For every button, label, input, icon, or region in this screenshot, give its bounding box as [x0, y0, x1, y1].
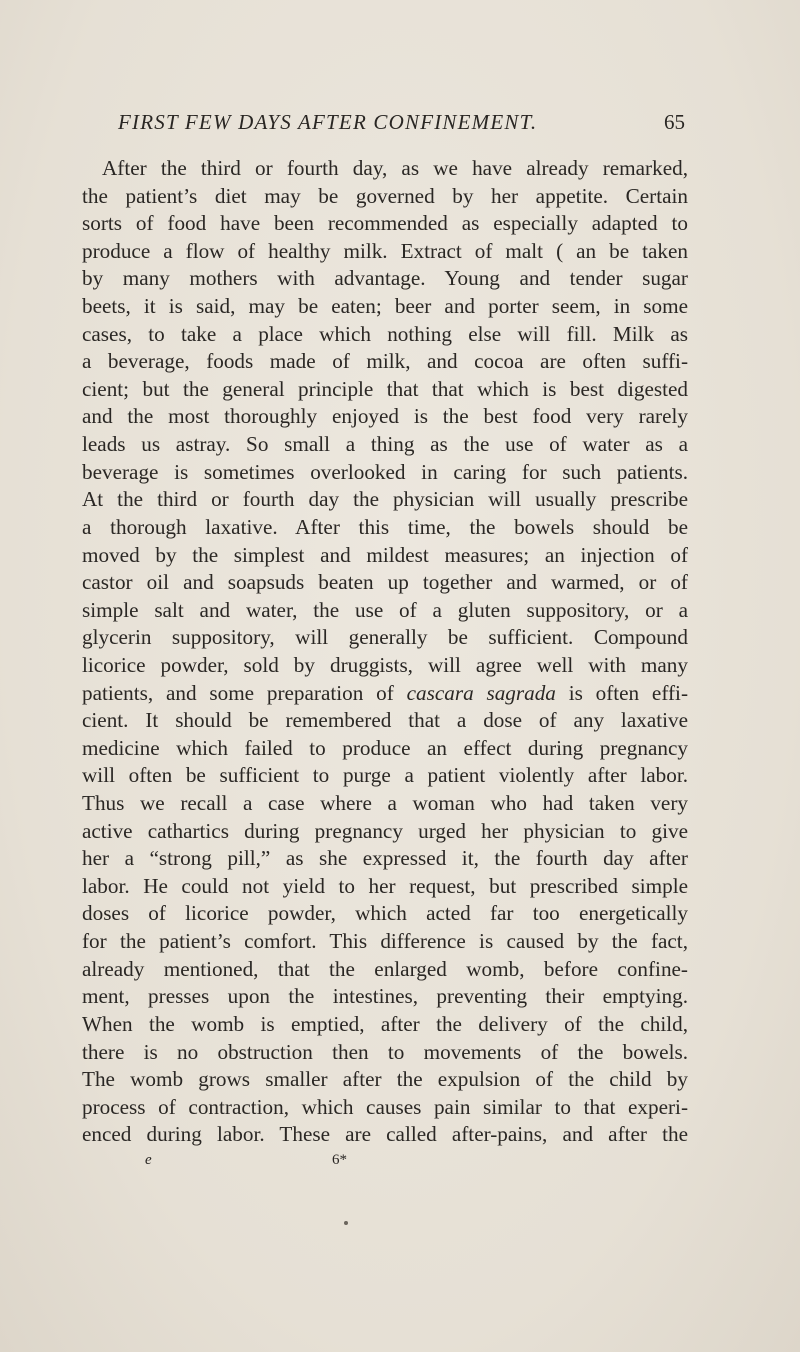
italic-term: cascara sagrada: [406, 680, 556, 705]
text-line: a beverage, foods made of milk, and cocoa are often suffi-: [82, 349, 688, 374]
ink-speck: [344, 1221, 348, 1225]
text-line: the patient’s diet may be governed by her appetite. Certain: [82, 183, 688, 208]
text-line: ment, presses upon the intestines, preventing their emptying.: [82, 984, 688, 1009]
text-line: there is no obstruction then to movements of the bowels.: [82, 1039, 688, 1064]
text-line: for the patient’s comfort. This difference is caused by the fact,: [82, 929, 688, 954]
text-line: When the womb is emptied, after the delivery of the child,: [82, 1011, 688, 1036]
text-line: sorts of food have been recommended as especially adapted to: [82, 211, 688, 236]
text-line: glycerin suppository, will generally be sufficient. Compound: [82, 625, 688, 650]
text-line: beets, it is said, may be eaten; beer and porter seem, in some: [82, 294, 688, 319]
text-line: Thus we recall a case where a woman who had taken very: [82, 791, 688, 816]
running-head: [118, 110, 685, 140]
text-line: medicine which failed to produce an effect during pregnancy: [82, 735, 688, 760]
text-segment: patients, and some preparation of: [82, 680, 394, 705]
text-line: After the third or fourth day, as we have already remarked,: [102, 156, 688, 180]
text-line: will often be sufficient to purge a patient violently after labor.: [82, 763, 688, 788]
text-line: cient; but the general principle that that which is best digested: [82, 376, 688, 401]
text-segment: is often effi-: [555, 680, 688, 705]
text-line: moved by the simplest and mildest measures; an injection of: [82, 542, 688, 567]
text-line: already mentioned, that the enlarged womb, before confine-: [82, 956, 688, 981]
text-line: At the third or fourth day the physician will usually prescribe: [82, 487, 688, 512]
text-line: doses of licorice powder, which acted far too energetically: [82, 901, 688, 926]
text-line: licorice powder, sold by druggists, will agree well with many: [82, 652, 688, 677]
text-line: active cathartics during pregnancy urged her physician to give: [82, 818, 688, 843]
text-line: produce a flow of healthy milk. Extract of malt ( an be taken: [82, 238, 688, 263]
text-line: castor oil and soapsuds beaten up together and warmed, or of: [82, 570, 688, 595]
running-title: FIRST FEW DAYS AFTER CONFINEMENT.: [118, 110, 538, 134]
text-line-with-italic: [82, 680, 688, 708]
text-line: by many mothers with advantage. Young and tender sugar: [82, 266, 688, 291]
text-line: leads us astray. So small a thing as the use of water as a: [82, 432, 688, 457]
signature-mark: [82, 1152, 688, 1180]
text-line: and the most thoroughly enjoyed is the best food very rarely: [82, 404, 688, 429]
text-line: a thorough laxative. After this time, the bowels should be: [82, 514, 688, 539]
text-line: enced during labor. These are called after-pains, and after the: [82, 1122, 688, 1147]
text-line: beverage is sometimes overlooked in caring for such patients.: [82, 459, 688, 484]
signature-letter: e: [145, 1152, 152, 1168]
text-line: The womb grows smaller after the expulsion of the child by: [82, 1067, 688, 1092]
text-line: cases, to take a place which nothing else will fill. Milk as: [82, 321, 688, 346]
text-line: cient. It should be remembered that a dose of any laxative: [82, 708, 688, 733]
page-number: 65: [664, 110, 685, 134]
text-line: her a “strong pill,” as she expressed it, the fourth day after: [82, 846, 688, 871]
text-line: simple salt and water, the use of a gluten suppository, or a: [82, 597, 688, 622]
text-line: process of contraction, which causes pain similar to that experi-: [82, 1094, 688, 1119]
signature-number: 6*: [332, 1152, 347, 1168]
text-line: labor. He could not yield to her request, but prescribed simple: [82, 873, 688, 898]
body-text: [82, 155, 688, 1149]
